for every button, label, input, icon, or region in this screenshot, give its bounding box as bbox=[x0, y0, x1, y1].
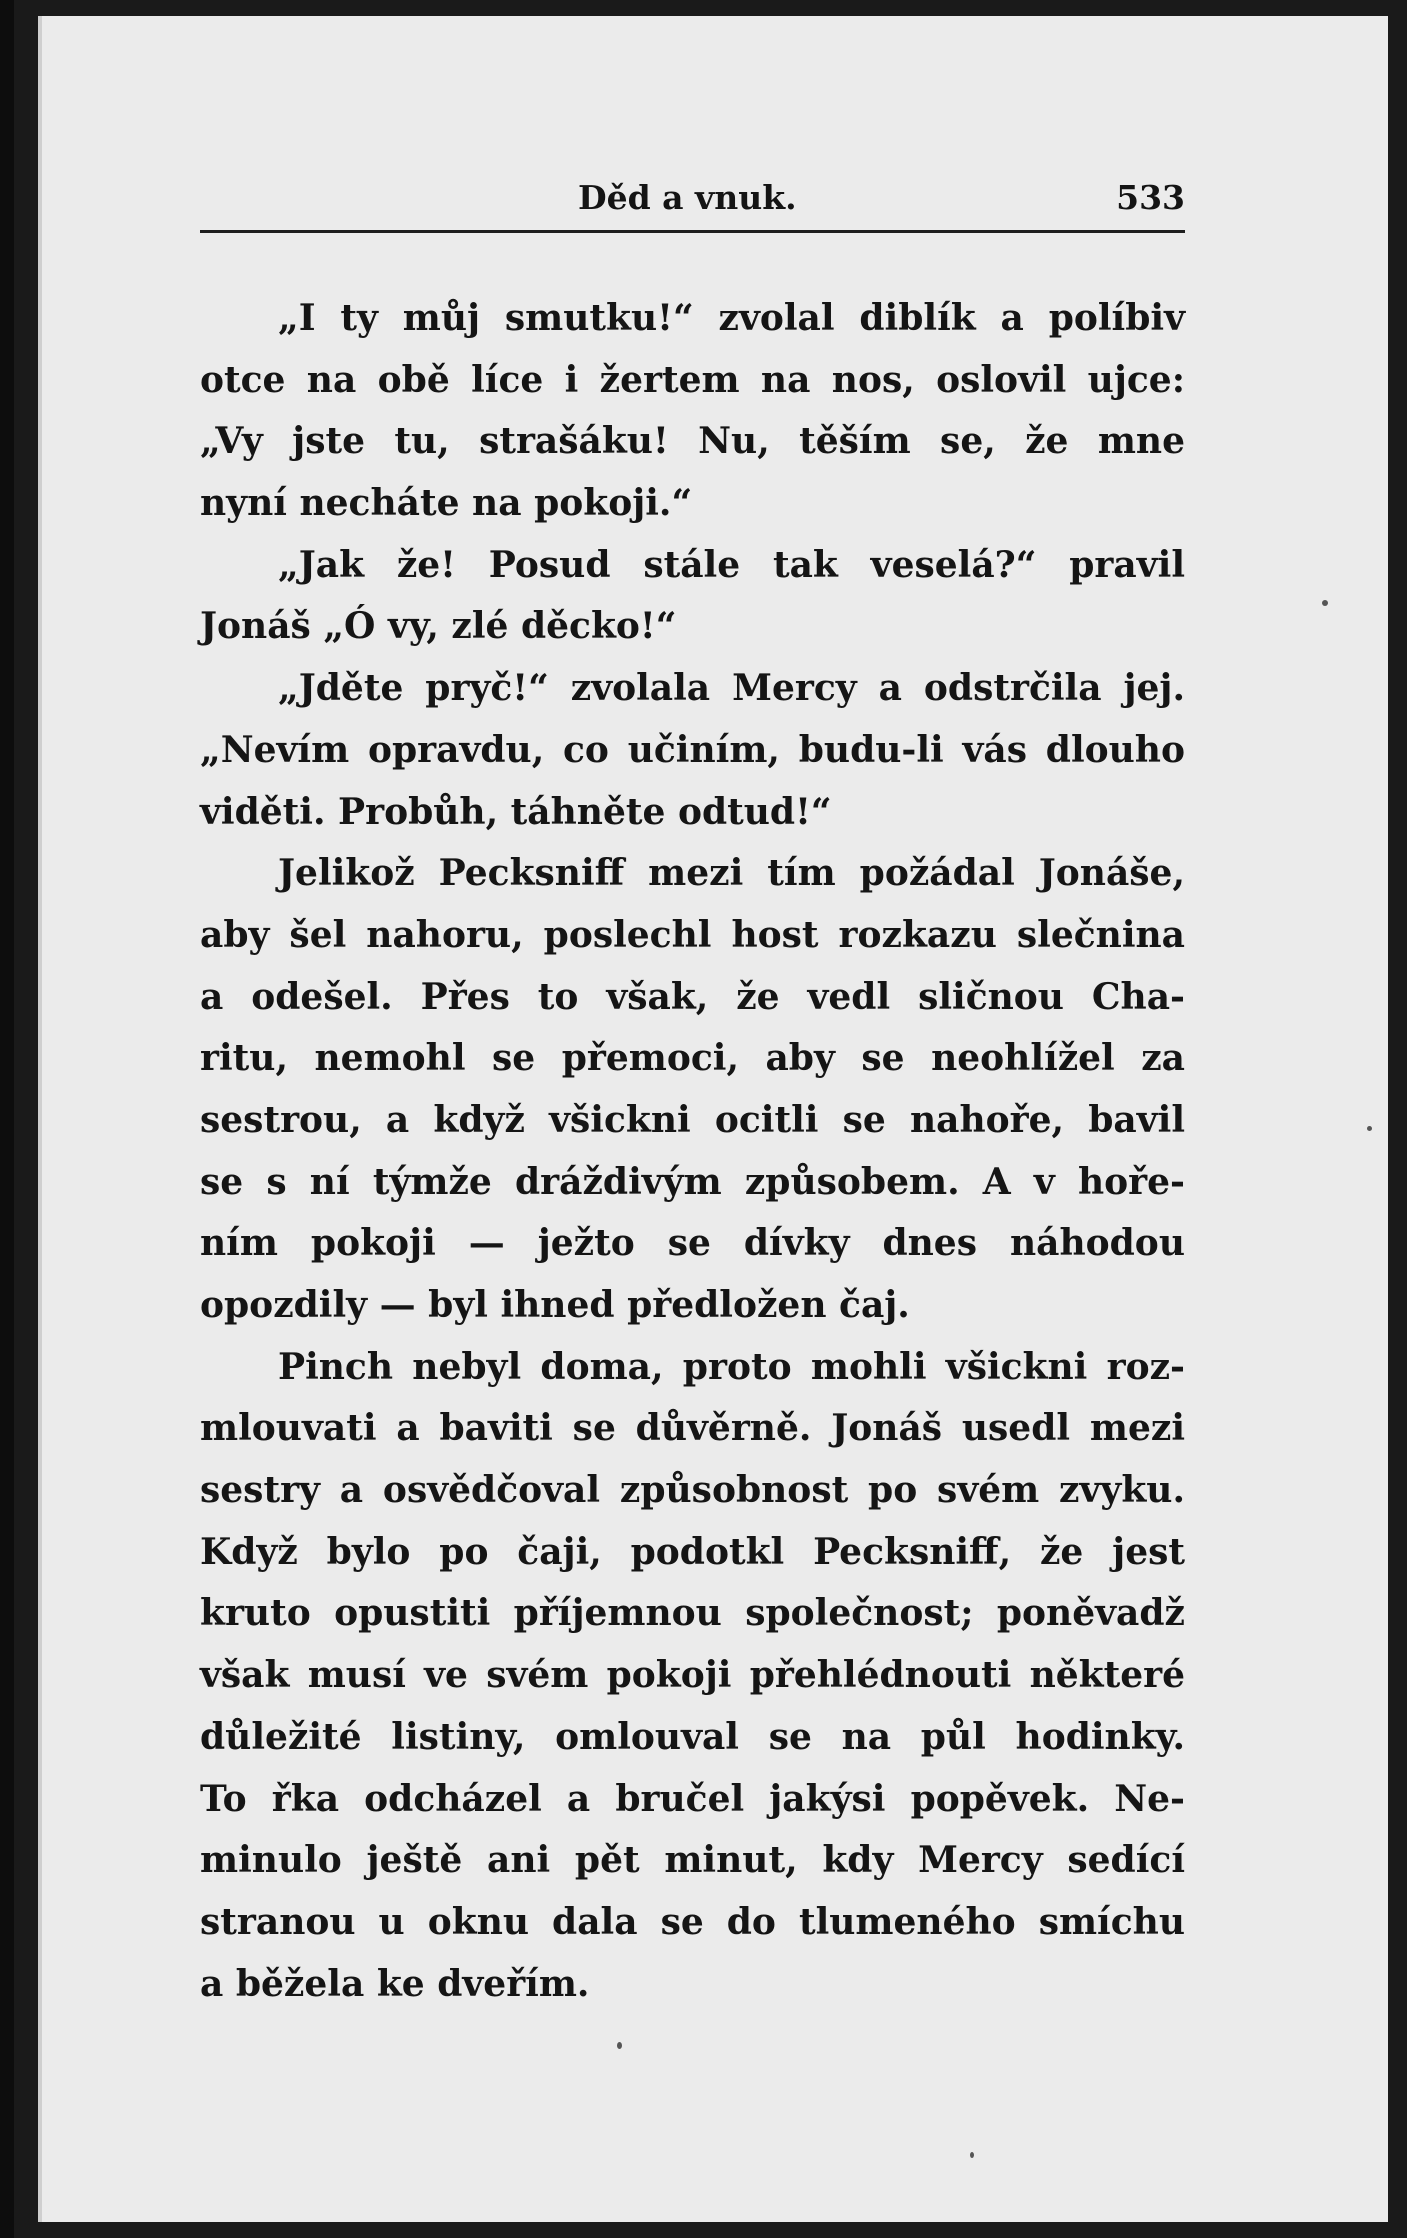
text-line: stranou u oknu dala se do tlumeného smíchu bbox=[200, 1900, 1185, 1943]
paper-speck bbox=[617, 2042, 622, 2049]
text-line: otce na obě líce i žertem na nos, oslovil ujce: bbox=[200, 358, 1185, 401]
text-line: viděti. Probůh, táhněte odtud!“ bbox=[200, 790, 832, 833]
text-line: sestrou, a když všickni ocitli se nahoře, bavil bbox=[200, 1098, 1185, 1141]
body-text bbox=[200, 288, 1185, 2015]
text-line: Pinch nebyl doma, proto mohli všickni roz- bbox=[278, 1345, 1185, 1388]
text-line: mlouvati a baviti se důvěrně. Jonáš usedl mezi bbox=[200, 1407, 1185, 1450]
text-line: aby šel nahoru, poslechl host rozkazu slečnina bbox=[200, 913, 1185, 956]
text-line: To řka odcházel a bručel jakýsi popěvek. Ne- bbox=[200, 1777, 1185, 1820]
paper-speck bbox=[970, 2152, 974, 2158]
text-line: „Jak že! Posud stále tak veselá?“ pravil bbox=[278, 543, 1185, 586]
text-line: Jonáš „Ó vy, zlé děcko!“ bbox=[200, 605, 677, 648]
text-line: ritu, nemohl se přemoci, aby se neohlížel za bbox=[200, 1037, 1185, 1080]
text-line: „Jděte pryč!“ zvolala Mercy a odstrčila jej. bbox=[278, 667, 1185, 710]
text-line: nyní necháte na pokoji.“ bbox=[200, 482, 693, 525]
text-line: „I ty můj smutku!“ zvolal diblík a políbiv bbox=[278, 297, 1185, 339]
page-header bbox=[200, 178, 1185, 226]
paper-speck bbox=[1322, 600, 1328, 606]
book-spine-edge bbox=[0, 0, 14, 2238]
text-line: Jelikož Pecksniff mezi tím požádal Jonáše, bbox=[278, 852, 1185, 895]
text-line: sestry a osvědčoval způsobnost po svém zvyku. bbox=[200, 1469, 1185, 1512]
text-line: a odešel. Přes to však, že vedl sličnou Cha- bbox=[200, 975, 1185, 1018]
text-line: ním pokoji — ježto se dívky dnes náhodou bbox=[200, 1222, 1185, 1265]
text-line: a běžela ke dveřím. bbox=[200, 1962, 590, 2005]
text-line: však musí ve svém pokoji přehlédnouti některé bbox=[200, 1654, 1185, 1697]
text-line: „Vy jste tu, strašáku! Nu, těším se, že mne bbox=[200, 420, 1185, 463]
running-title: Děd a vnuk. bbox=[578, 178, 797, 217]
text-line: opozdily — byl ihned předložen čaj. bbox=[200, 1284, 910, 1326]
text-line: minulo ještě ani pět minut, kdy Mercy sedící bbox=[200, 1839, 1185, 1882]
text-line: kruto opustiti příjemnou společnost; poněvadž bbox=[200, 1592, 1185, 1635]
header-rule bbox=[200, 230, 1185, 233]
text-line: „Nevím opravdu, co učiním, budu-li vás dlouho bbox=[200, 728, 1185, 771]
text-line: se s ní týmže dráždivým způsobem. A v hoře- bbox=[200, 1160, 1185, 1203]
text-line: Když bylo po čaji, podotkl Pecksniff, že jest bbox=[200, 1530, 1185, 1573]
text-line: důležité listiny, omlouval se na půl hodinky. bbox=[200, 1715, 1185, 1758]
page-number: 533 bbox=[1116, 178, 1185, 217]
paper-speck bbox=[1367, 1126, 1372, 1131]
